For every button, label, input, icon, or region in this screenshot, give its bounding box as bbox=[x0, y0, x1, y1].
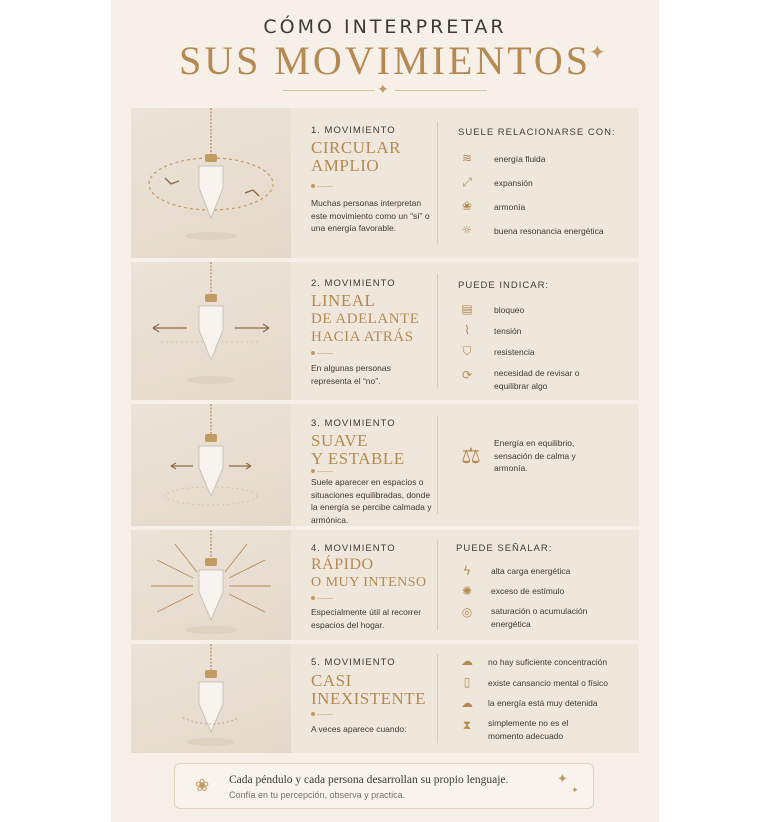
accent-dot bbox=[311, 469, 315, 473]
pendulum-gentle-illustration bbox=[131, 404, 291, 526]
movement-title bbox=[311, 672, 426, 708]
accent-dot bbox=[311, 712, 315, 716]
movement-description: En algunas personas representa el “no”. bbox=[311, 363, 391, 386]
footer-line-2: Confía en tu percepción, observa y practica. bbox=[229, 790, 406, 800]
title-divider-left bbox=[283, 90, 375, 91]
movement-description: A veces aparece cuando: bbox=[311, 724, 407, 734]
list-item: necesidad de revisar o equilibrar algo bbox=[494, 368, 580, 391]
sparkle-icon: ✦ bbox=[571, 786, 579, 796]
list-item: exceso de estímulo bbox=[491, 586, 565, 596]
pendulum-intense-illustration bbox=[131, 530, 291, 640]
brick-wall-icon: ▤ bbox=[461, 302, 473, 316]
divider-star-icon: ✦ bbox=[377, 82, 389, 98]
movement-row-5 bbox=[131, 644, 639, 753]
list-item: la energía está muy detenida bbox=[488, 698, 598, 708]
items-heading: PUEDE SEÑALAR: bbox=[456, 543, 553, 554]
column-divider bbox=[437, 416, 438, 514]
movement-row-1 bbox=[131, 108, 639, 258]
list-item: tensión bbox=[494, 326, 522, 336]
movement-title-line: SUAVE bbox=[311, 431, 368, 450]
items-heading: SUELE RELACIONARSE CON: bbox=[458, 127, 616, 138]
accent-dot bbox=[311, 184, 315, 188]
movement-row-3 bbox=[131, 404, 639, 526]
sun-icon: ☼ bbox=[461, 223, 473, 237]
column-divider bbox=[437, 540, 438, 630]
accent-line bbox=[317, 598, 333, 599]
shield-icon: ⛉ bbox=[462, 344, 472, 358]
refresh-icon: ⟳ bbox=[461, 368, 473, 382]
list-item: simplemente no es el momento adecuado bbox=[488, 718, 569, 741]
accent-dot bbox=[311, 596, 315, 600]
movement-title-line: Y ESTABLE bbox=[311, 449, 405, 468]
list-item: energía fluida bbox=[494, 154, 546, 164]
burst-icon: ✺ bbox=[461, 584, 473, 598]
list-item: Energía en equilibrio, sensación de calma y armonía. bbox=[494, 438, 576, 473]
movement-row-4 bbox=[131, 530, 639, 640]
title-divider-right bbox=[395, 90, 487, 91]
accent-dot bbox=[311, 351, 315, 355]
movement-number: 2. MOVIMIENTO bbox=[311, 278, 396, 289]
movement-title-line: DE ADELANTE bbox=[311, 311, 420, 327]
list-item: existe cansancio mental o físico bbox=[488, 678, 609, 688]
lightning-icon: ϟ bbox=[463, 564, 471, 578]
cloud-icon: ☁ bbox=[461, 696, 473, 710]
column-divider bbox=[437, 654, 438, 743]
footer-note bbox=[174, 763, 594, 809]
movement-title-line: CASI bbox=[311, 671, 352, 690]
movement-description: Suele aparecer en espacios o situaciones equilibradas, donde la energía se percibe calmada y armónica. bbox=[311, 477, 432, 525]
sparkle-icon: ✦ bbox=[557, 772, 568, 787]
accent-line bbox=[317, 714, 333, 715]
movement-description: Muchas personas interpretan este movimiento como un “sí” o una energía favorable. bbox=[311, 198, 430, 233]
pendulum-linear-illustration bbox=[131, 262, 291, 400]
title-line-1: CÓMO INTERPRETAR bbox=[263, 16, 507, 38]
tension-icon: ⌇ bbox=[464, 323, 470, 337]
brain-icon: ☁ bbox=[461, 654, 473, 668]
list-item: armonía bbox=[494, 202, 526, 212]
movement-title-line: O MUY INTENSO bbox=[311, 575, 427, 590]
movement-title-line: HACIA ATRÁS bbox=[311, 329, 414, 345]
movement-title-line: CIRCULAR bbox=[311, 138, 401, 157]
balanced-stones-icon: ⚖ bbox=[461, 444, 481, 469]
list-item: buena resonancia energética bbox=[494, 226, 604, 236]
movement-title bbox=[311, 292, 419, 346]
list-item: no hay suficiente concentración bbox=[488, 657, 608, 667]
items-heading: PUEDE INDICAR: bbox=[458, 280, 550, 291]
pendulum-still-illustration bbox=[131, 644, 291, 753]
movement-number: 5. MOVIMIENTO bbox=[311, 657, 396, 668]
lotus-icon: ❀ bbox=[195, 776, 210, 796]
movement-title-line: AMPLIO bbox=[311, 156, 380, 175]
accent-line bbox=[317, 186, 333, 187]
movement-number: 1. MOVIMIENTO bbox=[311, 125, 396, 136]
list-item: alta carga energética bbox=[491, 566, 571, 576]
lotus-icon: ❀ bbox=[461, 199, 473, 213]
movement-title bbox=[311, 556, 427, 592]
movement-title bbox=[311, 432, 405, 468]
list-item: resistencia bbox=[494, 347, 535, 357]
movement-title-line: LINEAL bbox=[311, 291, 376, 310]
low-battery-icon: ▯ bbox=[463, 675, 471, 689]
column-divider bbox=[437, 274, 438, 388]
movement-row-2 bbox=[131, 262, 639, 400]
sparkle-icon: ✦ bbox=[589, 40, 606, 64]
movement-title bbox=[311, 139, 401, 175]
expand-icon: ⤢ bbox=[462, 175, 472, 189]
movement-number: 4. MOVIMIENTO bbox=[311, 543, 396, 554]
list-item: expansión bbox=[494, 178, 533, 188]
movement-title-line: RÁPIDO bbox=[311, 556, 374, 573]
footer-line-1: Cada péndulo y cada persona desarrollan su propio lenguaje. bbox=[229, 774, 509, 786]
poster bbox=[111, 0, 659, 822]
waves-icon: ≋ bbox=[461, 151, 473, 165]
accent-line bbox=[317, 353, 333, 354]
spiral-icon: ◎ bbox=[461, 605, 473, 619]
title-line-2: SUS MOVIMIENTOS bbox=[178, 38, 592, 83]
pendulum-circular-illustration bbox=[131, 108, 291, 258]
movement-description: Especialmente útil al recorrer espacios del hogar. bbox=[311, 607, 422, 630]
list-item: bloqueo bbox=[494, 305, 525, 315]
list-item: saturación o acumulación energética bbox=[491, 606, 588, 629]
hourglass-icon: ⧗ bbox=[462, 718, 472, 732]
movement-title-line: INEXISTENTE bbox=[311, 689, 427, 708]
column-divider bbox=[437, 122, 438, 244]
movement-number: 3. MOVIMIENTO bbox=[311, 418, 396, 429]
accent-line bbox=[317, 471, 333, 472]
